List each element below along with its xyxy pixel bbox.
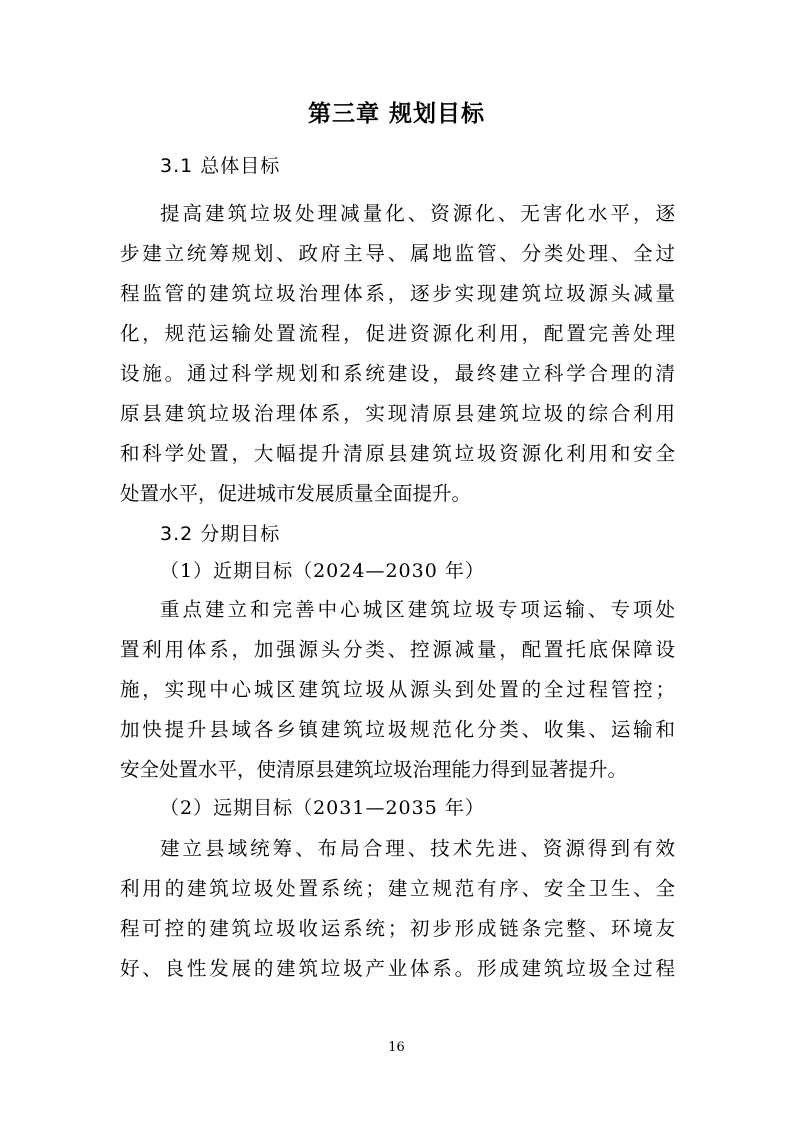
section-heading-phased-goals: 3.2 分期目标 (160, 523, 281, 545)
paragraph-line: 利用的建筑垃圾处置系统；建立规范有序、安全卫生、全 (120, 877, 675, 900)
section-heading-overall-goals: 3.1 总体目标 (160, 155, 281, 177)
paragraph-line: 化，规范运输处置流程，促进资源化利用，配置完善处理 (120, 322, 675, 345)
subheading-long-term: （2）远期目标（2031—2035 年） (160, 797, 485, 819)
paragraph-line: 建立县域统筹、布局合理、技术先进、资源得到有效 (160, 837, 675, 860)
paragraph-line: 和科学处置，大幅提升清原县建筑垃圾资源化利用和安全 (120, 442, 675, 465)
paragraph-line: 好、良性发展的建筑垃圾产业体系。形成建筑垃圾全过程 (120, 957, 675, 980)
page-number: 16 (388, 1040, 405, 1055)
paragraph-line: 程可控的建筑垃圾收运系统；初步形成链条完整、环境友 (120, 917, 675, 940)
paragraph-line: 处置水平，促进城市发展质量全面提升。 (120, 482, 472, 505)
paragraph-line: 原县建筑垃圾治理体系，实现清原县建筑垃圾的综合利用 (120, 402, 675, 425)
paragraph-line: 加快提升县域各乡镇建筑垃圾规范化分类、收集、运输和 (120, 718, 675, 741)
paragraph-line: 施，实现中心城区建筑垃圾从源头到处置的全过程管控； (120, 678, 675, 701)
chapter-title: 第三章 规划目标 (307, 100, 485, 127)
paragraph-line: 置利用体系，加强源头分类、控源减量，配置托底保障设 (120, 638, 675, 661)
paragraph-line: 设施。通过科学规划和系统建设，最终建立科学合理的清 (120, 362, 675, 385)
paragraph-line: 程监管的建筑垃圾治理体系，逐步实现建筑垃圾源头减量 (120, 282, 675, 305)
paragraph-line: 步建立统筹规划、政府主导、属地监管、分类处理、全过 (120, 242, 675, 265)
paragraph-line: 安全处置水平，使清原县建筑垃圾治理能力得到显著提升。 (120, 758, 628, 781)
subheading-near-term: （1）近期目标（2024—2030 年） (160, 560, 485, 582)
paragraph-line: 重点建立和完善中心城区建筑垃圾专项运输、专项处 (160, 598, 675, 621)
paragraph-line: 提高建筑垃圾处理减量化、资源化、无害化水平，逐 (160, 202, 675, 225)
